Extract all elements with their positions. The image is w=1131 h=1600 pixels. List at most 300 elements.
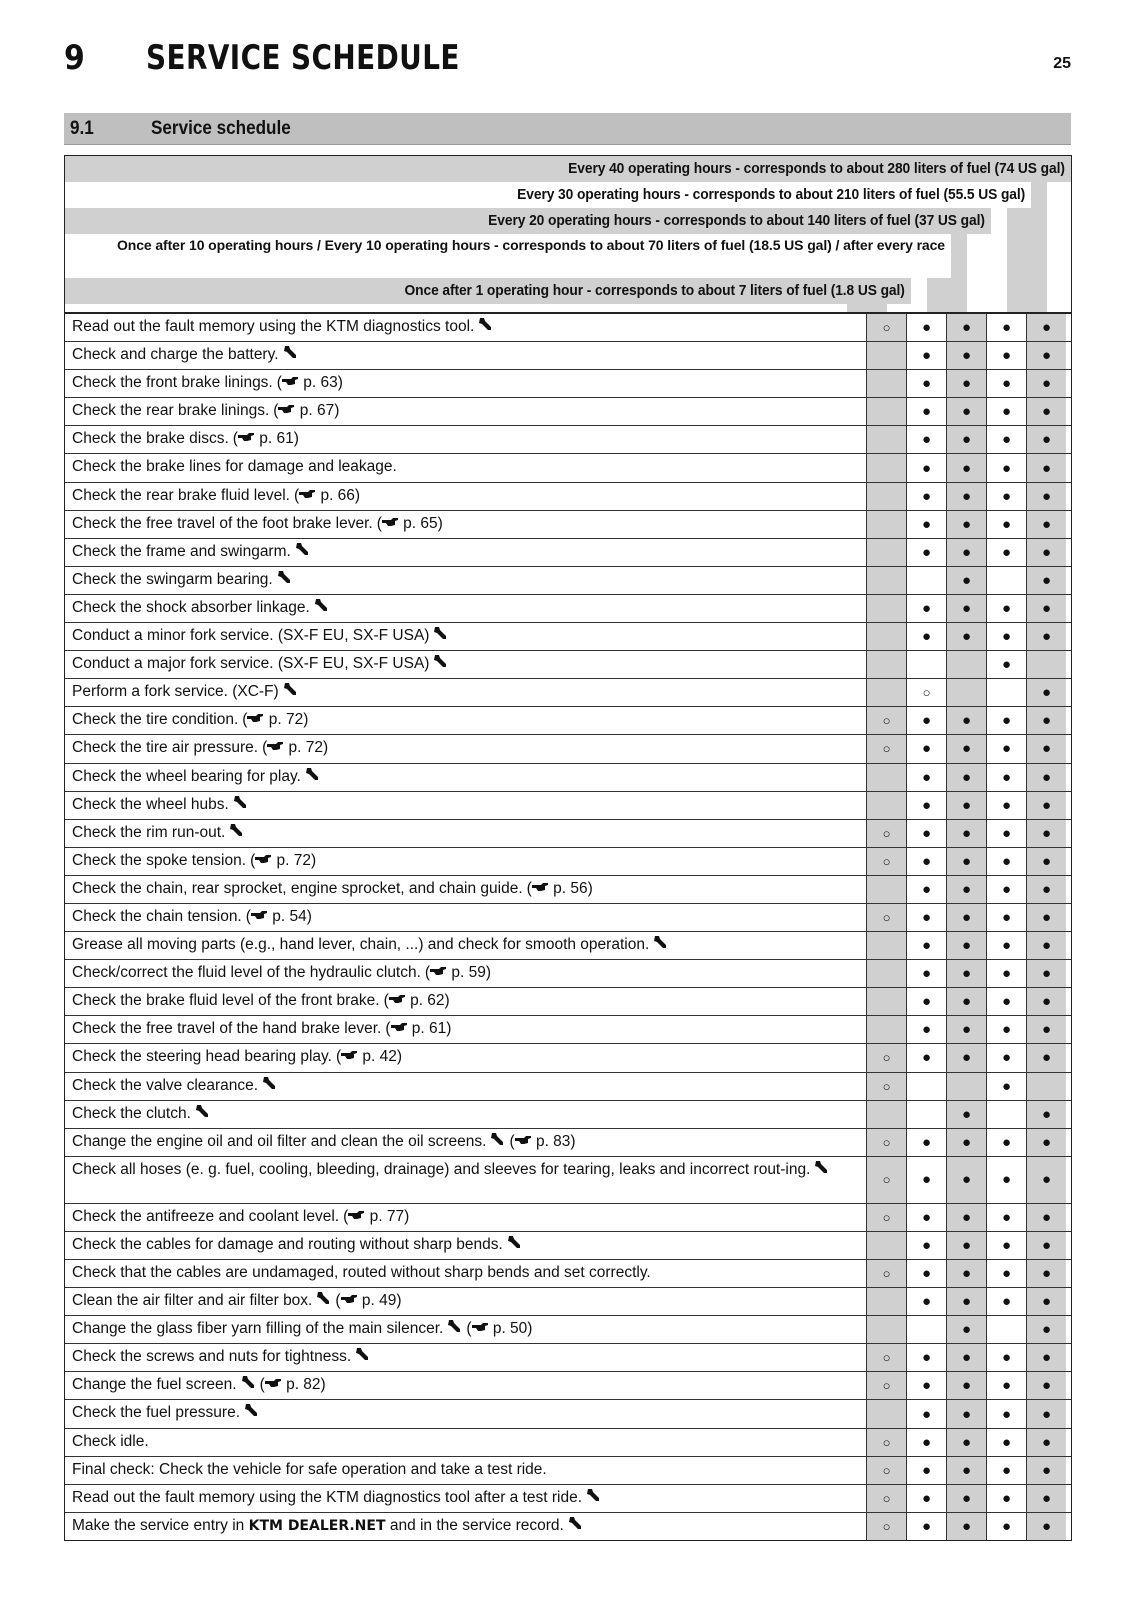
hollow-circle-mark: ○ [867,1429,907,1456]
table-row [65,904,1071,932]
filled-dot-mark: ● [947,1288,987,1315]
task-description [65,932,867,959]
filled-dot-mark: ● [907,1204,947,1231]
task-description [65,1400,867,1427]
filled-dot-mark: ● [947,1232,987,1259]
wrench-icon [478,318,493,335]
task-description [65,1016,867,1043]
filled-dot-mark: ● [1027,848,1066,875]
filled-dot-mark: ● [947,848,987,875]
wrench-icon [355,1348,370,1365]
empty-mark [867,651,907,678]
filled-dot-mark: ● [987,595,1027,622]
filled-dot-mark: ● [1027,735,1066,762]
wrench-icon [316,1292,331,1309]
filled-dot-mark: ● [1027,483,1066,510]
empty-mark [987,679,1027,706]
filled-dot-mark: ● [907,1513,947,1540]
table-row [65,988,1071,1016]
filled-dot-mark: ● [947,426,987,453]
filled-dot-mark: ● [987,960,1027,987]
empty-mark [867,426,907,453]
empty-mark [867,876,907,903]
filled-dot-mark: ● [947,454,987,481]
page-reference-text: p. 63 [298,374,338,392]
page-reference[interactable]: ( p. 62) [383,992,450,1010]
wrench-icon [262,1077,277,1094]
task-text: Check the rim run-out. [72,823,226,841]
page-number: 25 [1053,55,1071,72]
filled-dot-mark: ● [947,342,987,369]
filled-dot-mark: ● [947,511,987,538]
table-row [65,1316,1071,1344]
table-row [65,1129,1071,1157]
pointing-hand-icon [247,711,264,728]
filled-dot-mark: ● [907,820,947,847]
page-reference[interactable]: ( p. 72) [262,739,329,757]
interval-1h: Once after 1 operating hour - corresponds to about 7 liters of fuel (1.8 US gal) [65,278,911,304]
task-description [65,876,867,903]
pointing-hand-icon [251,908,268,925]
task-description [65,567,867,594]
task-description [65,679,867,706]
filled-dot-mark: ● [947,623,987,650]
page-reference[interactable]: ( p. 77) [343,1207,410,1225]
wrench-icon [241,1376,256,1393]
pointing-hand-icon [299,487,316,504]
table-row [65,651,1071,679]
empty-mark [867,679,907,706]
task-text: Check the steering head bearing play. [72,1048,332,1066]
task-description [65,848,867,875]
filled-dot-mark: ● [1027,567,1066,594]
filled-dot-mark: ● [1027,1372,1066,1399]
task-text: Check that the cables are undamaged, routed without sharp bends and set correctly. [72,1264,651,1281]
filled-dot-mark: ● [947,820,987,847]
task-text: Check the shock absorber linkage. [72,598,310,616]
task-description [65,1157,867,1203]
filled-dot-mark: ● [987,764,1027,791]
filled-dot-mark: ● [987,1288,1027,1315]
page-reference-text: p. 82 [281,1376,321,1394]
empty-mark [867,454,907,481]
empty-mark [907,1073,947,1100]
page-reference-text: p. 54 [267,907,307,925]
hollow-circle-mark: ○ [867,848,907,875]
filled-dot-mark: ● [1027,904,1066,931]
filled-dot-mark: ● [907,1372,947,1399]
filled-dot-mark: ● [987,398,1027,425]
page-reference-text: p. 49 [357,1292,397,1310]
task-text: Check the screws and nuts for tightness. [72,1348,352,1366]
task-text: Check the brake discs. [72,430,229,448]
task-description [65,1101,867,1128]
hollow-circle-mark: ○ [867,1344,907,1371]
filled-dot-mark: ● [1027,707,1066,734]
task-text: Check idle. [72,1432,149,1450]
filled-dot-mark: ● [987,1457,1027,1484]
table-row [65,1044,1071,1072]
filled-dot-mark: ● [1027,314,1066,341]
filled-dot-mark: ● [947,707,987,734]
task-text-continued: and in the service record. [385,1516,564,1534]
task-description [65,1344,867,1371]
page-reference[interactable]: ( p. 72) [250,851,317,869]
filled-dot-mark: ● [947,1016,987,1043]
page-reference-text: p. 66 [316,486,355,504]
empty-mark [1027,1073,1066,1100]
empty-mark [947,651,987,678]
section-title: Service schedule [151,118,291,139]
task-description [65,960,867,987]
page-reference[interactable]: ( p. 72) [242,711,309,729]
table-row [65,764,1071,792]
empty-mark [867,539,907,566]
page-reference-text: p. 77 [365,1207,405,1225]
filled-dot-mark: ● [987,876,1027,903]
wrench-icon [586,1489,601,1506]
task-text: Check all hoses (e. g. fuel, cooling, bleeding, drainage) and sleeves for tearing, leaks and incorrect rout-ing. [72,1160,811,1178]
filled-dot-mark: ● [947,792,987,819]
page-reference-text: p. 72 [284,739,324,757]
filled-dot-mark: ● [987,1344,1027,1371]
filled-dot-mark: ● [987,1204,1027,1231]
empty-mark [867,567,907,594]
hollow-circle-mark: ○ [867,1260,907,1287]
empty-mark [867,1232,907,1259]
page-reference-text: p. 59 [447,964,486,982]
filled-dot-mark: ● [947,988,987,1015]
filled-dot-mark: ● [1027,539,1066,566]
wrench-icon [507,1236,522,1253]
empty-mark [947,1073,987,1100]
page-reference[interactable]: ( p. 66) [293,486,361,504]
filled-dot-mark: ● [947,1457,987,1484]
page-reference[interactable]: ( p. 59) [424,964,492,982]
task-description [65,370,867,397]
filled-dot-mark: ● [907,539,947,566]
page-reference[interactable]: ( p. 63) [276,374,343,392]
empty-mark [867,342,907,369]
empty-mark [867,370,907,397]
filled-dot-mark: ● [1027,960,1066,987]
task-description [65,1372,867,1399]
filled-dot-mark: ● [987,1429,1027,1456]
filled-dot-mark: ● [1027,1260,1066,1287]
filled-dot-mark: ● [987,511,1027,538]
task-text: Check the fuel pressure. [72,1404,241,1422]
task-description [65,454,867,481]
pointing-hand-icon [472,1320,489,1337]
hollow-circle-mark: ○ [867,1073,907,1100]
service-schedule-table [64,155,1072,1541]
filled-dot-mark: ● [907,511,947,538]
table-row [65,1429,1071,1457]
table-row [65,735,1071,763]
task-description [65,623,867,650]
table-row [65,1101,1071,1129]
interval-20h: Every 20 operating hours - corresponds to about 140 liters of fuel (37 US gal) [65,208,991,234]
empty-mark [987,1101,1027,1128]
filled-dot-mark: ● [987,454,1027,481]
task-text: Check the tire air pressure. [72,739,259,757]
filled-dot-mark: ● [907,960,947,987]
task-rows [65,314,1071,1540]
table-row [65,1232,1071,1260]
page-reference[interactable]: ( p. 54) [245,907,312,925]
pointing-hand-icon [391,1020,408,1037]
empty-mark [867,764,907,791]
filled-dot-mark: ● [947,1429,987,1456]
task-text: Check the spoke tension. [72,851,247,869]
filled-dot-mark: ● [907,595,947,622]
filled-dot-mark: ● [987,342,1027,369]
filled-dot-mark: ● [987,314,1027,341]
empty-mark [907,1101,947,1128]
filled-dot-mark: ● [907,370,947,397]
pointing-hand-icon [532,880,549,897]
filled-dot-mark: ● [947,1372,987,1399]
filled-dot-mark: ● [947,595,987,622]
task-description [65,735,867,762]
task-text: Final check: Check the vehicle for safe operation and take a test ride. [72,1460,547,1478]
page-reference[interactable]: ( p. 56) [526,879,593,897]
wrench-icon [814,1161,829,1178]
task-description [65,1457,867,1484]
dealer-net-name: KTM DEALER.NET [248,1517,386,1534]
table-row [65,398,1071,426]
filled-dot-mark: ● [1027,1129,1066,1156]
filled-dot-mark: ● [907,426,947,453]
filled-dot-mark: ● [987,932,1027,959]
task-text: Check the free travel of the hand brake lever. [72,1020,382,1038]
hollow-circle-mark: ○ [867,1485,907,1512]
filled-dot-mark: ● [1027,679,1066,706]
filled-dot-mark: ● [987,1513,1027,1540]
filled-dot-mark: ● [907,764,947,791]
filled-dot-mark: ● [1027,1485,1066,1512]
pointing-hand-icon [341,1048,358,1065]
table-row [65,1016,1071,1044]
hollow-circle-mark: ○ [867,1513,907,1540]
filled-dot-mark: ● [907,1457,947,1484]
hollow-circle-mark: ○ [867,1457,907,1484]
filled-dot-mark: ● [1027,623,1066,650]
hollow-circle-mark: ○ [867,735,907,762]
table-row [65,1372,1071,1400]
filled-dot-mark: ● [1027,792,1066,819]
filled-dot-mark: ● [1027,1232,1066,1259]
filled-dot-mark: ● [1027,1101,1066,1128]
empty-mark [867,932,907,959]
table-row [65,511,1071,539]
filled-dot-mark: ● [987,370,1027,397]
filled-dot-mark: ● [907,792,947,819]
filled-dot-mark: ● [987,1232,1027,1259]
task-text: Grease all moving parts (e.g., hand lever, chain, ...) and check for smooth operation. [72,936,650,954]
filled-dot-mark: ● [987,483,1027,510]
table-row [65,314,1071,342]
wrench-icon [244,1404,259,1421]
filled-dot-mark: ● [1027,764,1066,791]
interval-30h: Every 30 operating hours - corresponds to about 210 liters of fuel (55.5 US gal) [65,182,1031,208]
filled-dot-mark: ● [907,1129,947,1156]
task-text: Clean the air filter and air filter box. [72,1292,313,1310]
pointing-hand-icon [382,515,399,532]
filled-dot-mark: ● [1027,454,1066,481]
task-text: Check the brake lines for damage and leakage. [72,458,397,476]
page-reference-text: p. 72 [272,851,312,869]
filled-dot-mark: ● [907,1429,947,1456]
task-description [65,595,867,622]
section-heading-bar [64,113,1071,145]
task-text: Check the rear brake fluid level. [72,486,290,504]
filled-dot-mark: ● [1027,342,1066,369]
hollow-circle-mark: ○ [867,1372,907,1399]
page-reference-text: p. 61 [407,1020,447,1038]
table-row [65,1344,1071,1372]
empty-mark [867,595,907,622]
task-description [65,707,867,734]
page-reference[interactable]: ( p. 83) [509,1132,576,1150]
pointing-hand-icon [341,1292,358,1309]
task-description [65,792,867,819]
pointing-hand-icon [282,374,299,391]
empty-mark [867,483,907,510]
task-text: Check the antifreeze and coolant level. [72,1207,340,1225]
interval-header [65,156,1071,314]
pointing-hand-icon [267,739,284,756]
table-row [65,876,1071,904]
task-text: Check the free travel of the foot brake lever. [72,514,373,532]
filled-dot-mark: ● [907,623,947,650]
task-description [65,1260,867,1287]
page-reference[interactable]: ( p. 49) [335,1292,402,1310]
filled-dot-mark: ● [1027,1204,1066,1231]
filled-dot-mark: ● [947,960,987,987]
table-row [65,707,1071,735]
table-row [65,539,1071,567]
filled-dot-mark: ● [1027,1157,1066,1203]
task-description [65,764,867,791]
filled-dot-mark: ● [1027,398,1066,425]
task-description [65,1429,867,1456]
wrench-icon [490,1133,505,1150]
page-reference[interactable]: ( p. 61) [232,430,299,448]
table-row [65,932,1071,960]
task-text: Check the wheel hubs. [72,795,229,813]
empty-mark [867,1016,907,1043]
task-description [65,1073,867,1100]
task-text: Check the clutch. [72,1104,191,1122]
filled-dot-mark: ● [987,1044,1027,1071]
wrench-icon [229,824,244,841]
filled-dot-mark: ● [1027,1457,1066,1484]
filled-dot-mark: ● [1027,370,1066,397]
filled-dot-mark: ● [987,623,1027,650]
page-reference-text: p. 67 [295,402,335,420]
hollow-circle-mark: ○ [867,904,907,931]
wrench-icon [433,655,448,672]
filled-dot-mark: ● [987,1129,1027,1156]
table-row [65,595,1071,623]
filled-dot-mark: ● [1027,820,1066,847]
page-reference[interactable]: ( p. 50) [466,1320,533,1338]
table-row [65,1400,1071,1428]
empty-mark [1027,651,1066,678]
pointing-hand-icon [255,852,272,869]
filled-dot-mark: ● [1027,932,1066,959]
pointing-hand-icon [515,1133,532,1150]
page-reference[interactable]: ( p. 42) [335,1048,403,1066]
pointing-hand-icon [238,430,255,447]
filled-dot-mark: ● [907,735,947,762]
task-text: Check and charge the battery. [72,346,279,364]
empty-mark [867,511,907,538]
table-row [65,848,1071,876]
task-text: Check the frame and swingarm. [72,542,291,560]
chapter-title: SERVICE SCHEDULE [146,38,460,78]
filled-dot-mark: ● [987,820,1027,847]
filled-dot-mark: ● [907,1485,947,1512]
task-text: Make the service entry in [72,1516,249,1534]
filled-dot-mark: ● [907,1157,947,1203]
wrench-icon [314,599,329,616]
filled-dot-mark: ● [1027,511,1066,538]
filled-dot-mark: ● [987,651,1027,678]
table-row [65,483,1071,511]
table-row [65,426,1071,454]
filled-dot-mark: ● [947,764,987,791]
task-text: Read out the fault memory using the KTM diagnostics tool. [72,318,475,335]
table-row [65,820,1071,848]
filled-dot-mark: ● [907,1344,947,1371]
table-row [65,567,1071,595]
filled-dot-mark: ● [987,1073,1027,1100]
filled-dot-mark: ● [947,1204,987,1231]
filled-dot-mark: ● [1027,595,1066,622]
page-reference[interactable]: ( p. 61) [385,1020,452,1038]
filled-dot-mark: ● [947,1400,987,1427]
task-text: Perform a fork service. (XC-F) [72,683,279,701]
page-reference[interactable]: ( p. 67) [273,402,340,420]
filled-dot-mark: ● [1027,1344,1066,1371]
task-text: Read out the fault memory using the KTM diagnostics tool after a test ride. [72,1488,583,1506]
table-row [65,1485,1071,1513]
filled-dot-mark: ● [987,735,1027,762]
hollow-circle-mark: ○ [867,707,907,734]
task-text: Check the chain tension. [72,907,242,925]
task-text: Conduct a major fork service. (SX-F EU, SX-F USA) [72,655,430,673]
table-row [65,1513,1071,1540]
wrench-icon [447,1320,462,1337]
filled-dot-mark: ● [1027,1513,1066,1540]
filled-dot-mark: ● [907,1232,947,1259]
task-text: Check the front brake linings. [72,374,273,392]
task-text: Check the rear brake linings. [72,402,270,420]
task-text: Check the chain, rear sprocket, engine sprocket, and chain guide. [72,879,523,897]
hollow-circle-mark: ○ [907,679,947,706]
filled-dot-mark: ● [987,1260,1027,1287]
task-description [65,1204,867,1231]
filled-dot-mark: ● [907,848,947,875]
pointing-hand-icon [278,402,295,419]
filled-dot-mark: ● [987,1157,1027,1203]
page-reference[interactable]: ( p. 65) [376,514,443,532]
page-reference[interactable]: ( p. 82) [259,1376,326,1394]
filled-dot-mark: ● [947,314,987,341]
task-description [65,1485,867,1512]
